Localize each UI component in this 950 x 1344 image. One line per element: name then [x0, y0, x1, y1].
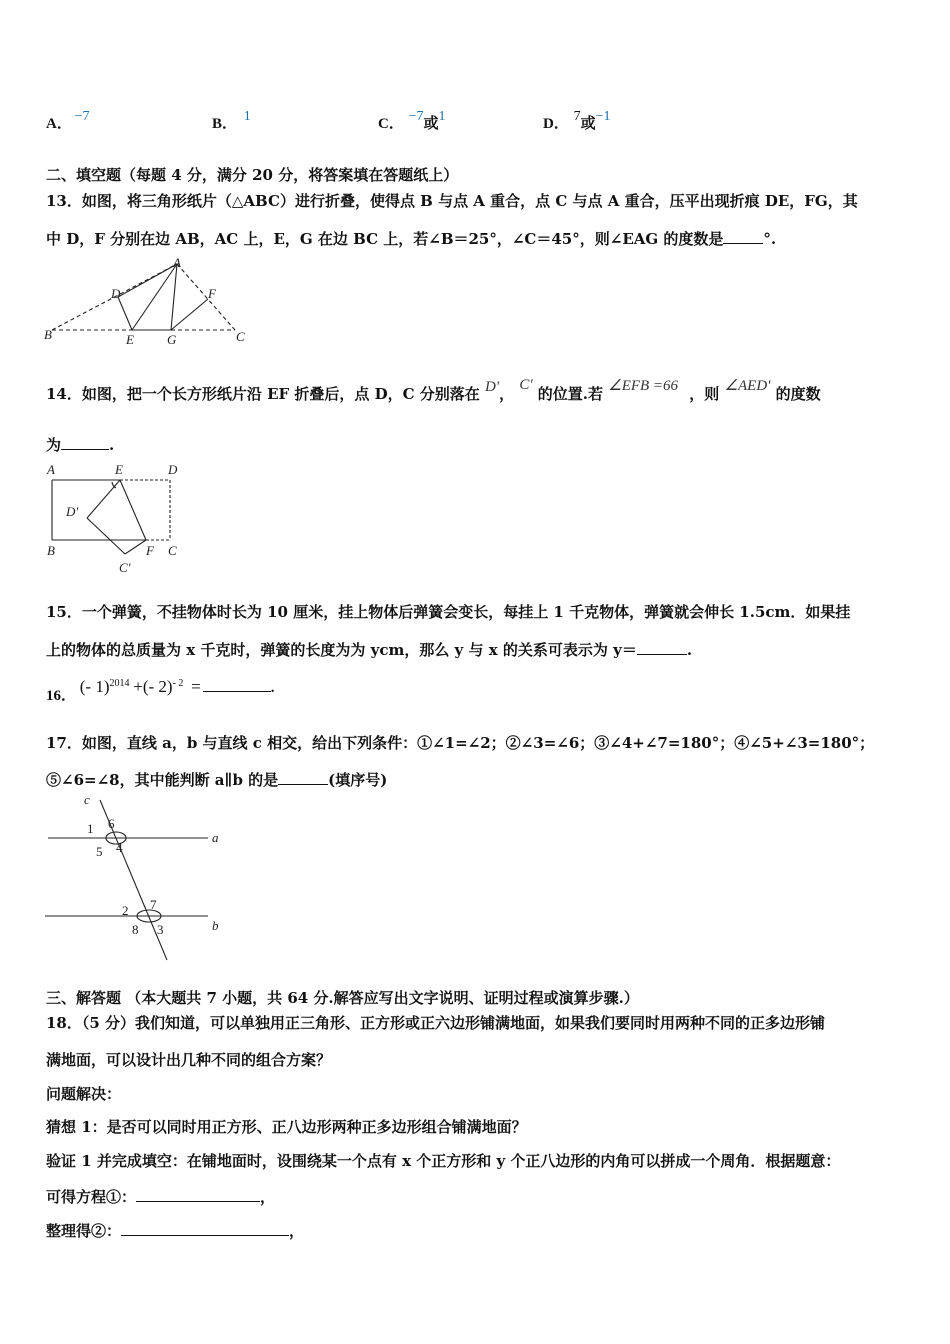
q18-line1: 18．（5 分）我们知道，可以单独用正三角形、正方形或正六边形铺满地面，如果我们要同时用两种不同的正多边形铺: [46, 1014, 826, 1032]
fig17-label-6: 6: [108, 816, 115, 831]
fig14-edge-ed-prime: [87, 480, 120, 518]
q15-line1: 15．一个弹簧，不挂物体时长为 10 厘米，挂上物体后弹簧会变长，每挂上 1 千克物体，弹簧就会伸长 1.5cm．如果挂: [46, 603, 851, 621]
q16-line: [46, 676, 275, 704]
fig14-label-e: E: [115, 462, 123, 477]
q14-line2-pre: 为: [46, 436, 62, 454]
q18-equation1-blank[interactable]: [136, 1187, 260, 1202]
option-b: [212, 109, 251, 133]
q16-number: 16．: [46, 688, 77, 704]
q16-answer-blank[interactable]: [203, 677, 271, 692]
option-c-label: C．: [378, 116, 404, 132]
fig14-edge-cf-prime: [125, 540, 146, 554]
q18-line6-post: ，: [260, 1188, 276, 1206]
q16-base2: (- 2): [142, 677, 173, 696]
fig13-edge-da: [118, 264, 177, 297]
q14-c-prime: C': [519, 377, 533, 393]
option-c-value1: −7: [408, 109, 424, 124]
option-c-value2: 1: [438, 109, 446, 124]
q13-line2-post: °.: [763, 230, 777, 248]
figure-13-triangle: [40, 256, 260, 348]
fig17-label-a: a: [212, 830, 219, 845]
q18-line7-post: ，: [289, 1222, 305, 1240]
q16-post: .: [270, 680, 275, 696]
fig17-label-b: b: [212, 918, 219, 933]
option-c-or: 或: [423, 114, 439, 132]
option-d-value1: 7: [573, 109, 581, 124]
q16-plus: +: [133, 677, 143, 696]
fig13-label-b: B: [44, 327, 52, 342]
option-a-label: A．: [46, 116, 72, 132]
fig13-side-ac: [177, 264, 235, 330]
q15-line2-text: 上的物体的总质量为 x 千克时，弹簧的长度为为 ycm，那么 y 与 x 的关系可表示为 y＝: [46, 641, 637, 659]
q17-answer-blank[interactable]: [278, 770, 328, 785]
q14-text-pre: 14．如图，把一个长方形纸片沿 EF 折叠后，点 D，C 分别落在: [46, 385, 480, 403]
figure-17-parallel-lines: [40, 792, 240, 964]
fig17-label-1: 1: [87, 821, 94, 836]
q13-line2-text: 中 D，F 分别在边 AB，AC 上，E，G 在边 BC 上，若∠B＝25°，∠C＝45°，则∠EAG 的度数是: [46, 230, 724, 248]
q14-sep: ，: [499, 385, 515, 403]
figure-14-rectangle: [40, 458, 190, 576]
fig13-crease-fg: [171, 299, 208, 330]
option-b-value: 1: [243, 109, 251, 124]
q14-line1: [46, 377, 821, 404]
section-2-title: 二、填空题（每题 4 分，满分 20 分，将答案填在答题纸上）: [46, 166, 459, 184]
fig17-label-2: 2: [122, 903, 129, 918]
q14-text-post: 的度数: [775, 385, 821, 403]
fig14-edge-dc-prime: [87, 518, 125, 554]
q17-line1: 17．如图，直线 a，b 与直线 c 相交，给出下列条件：①∠1=∠2；②∠3=∠6；③∠4+∠7=180°；④∠5+∠3=180°；: [46, 734, 875, 752]
q17-line2: [46, 769, 387, 790]
q16-exp2: - 2: [172, 678, 184, 689]
fig14-label-b: B: [47, 543, 55, 558]
fig17-label-c: c: [84, 792, 90, 807]
q18-line5: 验证 1 并完成填空：在铺地面时，设围绕某一个点有 x 个正方形和 y 个正八边形的内角可以拼成一个周角．根据题意：: [46, 1152, 841, 1170]
q15-line2: [46, 639, 692, 660]
fig13-label-e: E: [126, 332, 134, 347]
option-d-value2: −1: [595, 109, 611, 124]
q18-equation2-label: 整理得②：: [46, 1222, 122, 1240]
fig17-label-4: 4: [116, 840, 123, 855]
fig17-label-8: 8: [132, 922, 139, 937]
option-a-value: −7: [74, 109, 90, 124]
q14-answer-blank[interactable]: [61, 435, 109, 450]
q14-angle-aed: ∠AED': [724, 378, 771, 394]
q17-line2-post: (填序号): [328, 771, 388, 789]
q18-line2: 满地面，可以设计出几种不同的组合方案？: [46, 1051, 332, 1069]
q14-line2: [46, 434, 114, 455]
q13-line2: [46, 228, 776, 249]
fig17-label-3: 3: [157, 922, 164, 937]
option-a: [46, 109, 92, 133]
option-b-label: B．: [212, 116, 238, 132]
q18-line6: [46, 1186, 275, 1207]
q14-then: ，则: [689, 385, 720, 403]
q16-exp1: 2014: [109, 678, 130, 689]
q14-angle-efb: ∠EFB =66: [608, 378, 679, 394]
fig13-label-g: G: [167, 332, 177, 347]
q18-line3: 问题解决：: [46, 1085, 122, 1103]
fig13-edge-ga: [171, 264, 177, 330]
fig14-label-c: C: [168, 543, 177, 558]
fig14-label-d: D: [168, 462, 178, 477]
q16-base1: (- 1): [79, 677, 110, 696]
fig13-crease-de: [118, 297, 132, 330]
q18-equation1-label: 可得方程①：: [46, 1188, 137, 1206]
fig13-label-f: F: [208, 286, 216, 301]
fig13-edge-ea: [132, 264, 177, 330]
option-d-label: D．: [543, 116, 569, 132]
q18-line4: 猜想 1：是否可以同时用正方形、正八边形两种正多边形组合铺满地面？: [46, 1118, 527, 1136]
fig17-label-7: 7: [150, 897, 157, 912]
fig14-label-d-prime: D': [66, 504, 79, 519]
q18-line7: [46, 1220, 304, 1241]
fig13-label-a: A: [173, 256, 181, 270]
q16-equals: =: [191, 677, 201, 696]
q14-d-prime: D': [485, 379, 500, 395]
option-c: [378, 109, 446, 133]
fig14-label-f: F: [146, 543, 154, 558]
q13-line1: 13．如图，将三角形纸片（△ABC）进行折叠，使得点 B 与点 A 重合，点 C 与点 A 重合，压平出现折痕 DE，FG，其: [46, 192, 858, 210]
q18-equation2-blank[interactable]: [121, 1221, 289, 1236]
q15-line2-post: .: [686, 641, 693, 659]
fig14-label-c-prime: C': [119, 560, 131, 575]
section-3-title: 三、解答题 （本大题共 7 小题，共 64 分.解答应写出文字说明、证明过程或演算步骤.）: [46, 989, 639, 1007]
q14-line2-post: .: [109, 436, 115, 454]
fig13-label-d: D: [111, 286, 121, 301]
option-d: [543, 109, 611, 133]
fig13-label-c: C: [236, 329, 245, 344]
fig14-label-a: A: [47, 462, 55, 477]
q15-answer-blank[interactable]: [637, 640, 687, 655]
q17-line2-text: ⑤∠6=∠8，其中能判断 a∥b 的是: [46, 771, 279, 789]
fig17-label-5: 5: [96, 844, 103, 859]
q13-answer-blank[interactable]: [723, 229, 763, 244]
fig14-crease-ef: [120, 480, 146, 540]
option-d-or: 或: [580, 114, 596, 132]
q14-text-mid: 的位置.若: [537, 385, 604, 403]
